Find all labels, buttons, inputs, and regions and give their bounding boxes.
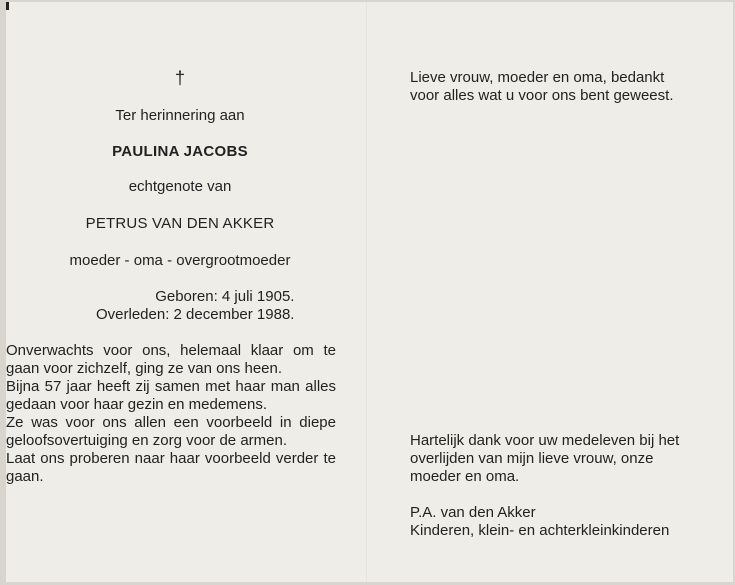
family-roles: moeder - oma - overgrootmoeder [69, 252, 291, 269]
thanks-line-3: moeder en oma. [410, 468, 520, 485]
in-memory-text: Ter herinnering aan [115, 107, 245, 124]
death-date: Overleden: 2 december 1988. [96, 306, 295, 323]
memorial-text [6, 342, 336, 486]
farewell-line-1: Lieve vrouw, moeder en oma, bedankt [410, 69, 665, 86]
paragraph-1: Onverwachts voor ons, helemaal klaar om te gaan voor zichzelf, ging ze van ons heen. [6, 342, 336, 377]
memorial-card [6, 2, 733, 582]
spacer [410, 486, 720, 504]
farewell-line-2: voor alles wat u voor ons bent geweest. [410, 87, 674, 104]
birth-date: Geboren: 4 juli 1905. [155, 288, 295, 305]
cross-symbol: † [174, 68, 185, 88]
thanks-line-2: overlijden van mijn lieve vrouw, onze [410, 450, 654, 467]
paragraph-4: Laat ons proberen naar haar voorbeeld verder te gaan. [6, 450, 336, 485]
signature: P.A. van den Akker [410, 504, 536, 521]
thanks-text [410, 432, 720, 540]
paragraph-2: Bijna 57 jaar heeft zij samen met haar man alles gedaan voor haar gezin en medemens. [6, 378, 336, 413]
left-panel [6, 2, 366, 582]
spouse-name: PETRUS VAN DEN AKKER [85, 215, 275, 232]
paragraph-3: Ze was voor ons allen een voorbeeld in diepe geloofsovertuiging en zorg voor de armen. [6, 414, 336, 449]
deceased-name: PAULINA JACOBS [112, 143, 248, 160]
thanks-line-1: Hartelijk dank voor uw medeleven bij het [410, 432, 680, 449]
farewell-text [410, 69, 710, 105]
right-panel [368, 2, 733, 582]
dates-block [96, 288, 294, 324]
family-line: Kinderen, klein- en achterkleinkinderen [410, 522, 670, 539]
spouse-intro: echtgenote van [128, 178, 232, 195]
